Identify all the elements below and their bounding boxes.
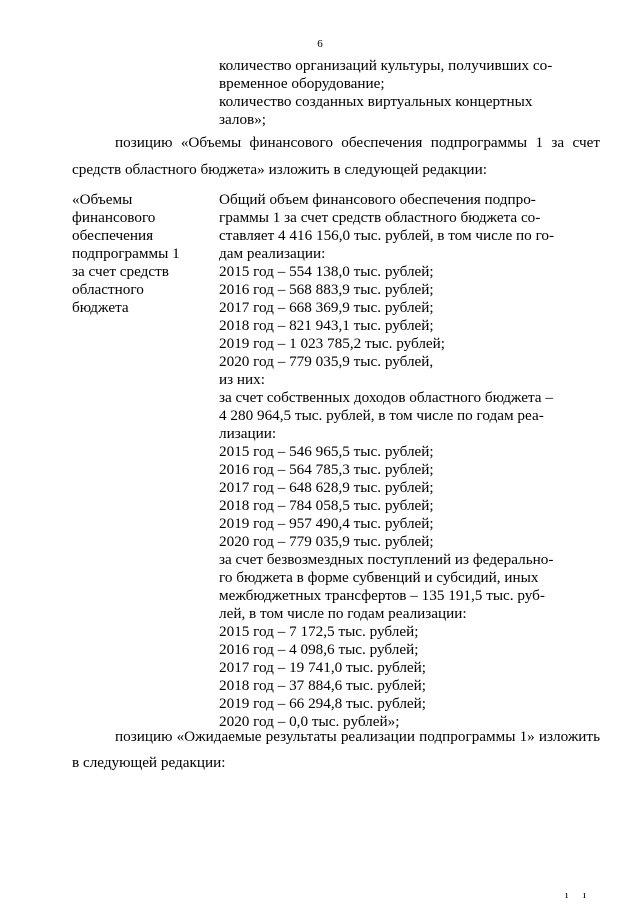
right-column-line: 2020 год – 779 035,9 тыс. рублей; xyxy=(219,533,434,550)
top-text-block xyxy=(219,57,552,129)
right-column-line: 2016 год – 568 883,9 тыс. рублей; xyxy=(219,281,434,298)
right-column-line: за счет собственных доходов областного бюджета – xyxy=(219,389,553,406)
right-column-line: Общий объем финансового обеспечения подпро- xyxy=(219,191,536,208)
paragraph-1-line-1: позицию «Объемы финансового обеспечения подпрограммы 1 за счет xyxy=(115,134,600,151)
right-column-line: 2019 год – 66 294,8 тыс. рублей; xyxy=(219,695,427,712)
right-column-line: 2018 год – 37 884,6 тыс. рублей; xyxy=(219,677,427,694)
right-column-line: 2019 год – 1 023 785,2 тыс. рублей; xyxy=(219,335,446,352)
right-column-line: 2015 год – 546 965,5 тыс. рублей; xyxy=(219,443,434,460)
right-column-line: 2015 год – 554 138,0 тыс. рублей; xyxy=(219,263,434,280)
right-column-line: из них: xyxy=(219,371,265,388)
top-line: временное оборудование; xyxy=(219,75,385,92)
top-line: количество созданных виртуальных концертных xyxy=(219,93,533,110)
table-right-column xyxy=(219,191,554,731)
left-column-line: за счет средств xyxy=(72,263,169,280)
table-left-column xyxy=(72,191,180,317)
right-column-line: го бюджета в форме субвенций и субсидий, иных xyxy=(219,569,539,586)
right-column-line: 2020 год – 779 035,9 тыс. рублей, xyxy=(219,353,434,370)
page-number: 6 xyxy=(317,38,323,50)
right-column-line: 2017 год – 19 741,0 тыс. рублей; xyxy=(219,659,427,676)
paragraph-1-line-2: средств областного бюджета» изложить в следующей редакции: xyxy=(72,161,487,178)
paragraph-2-line-2: в следующей редакции: xyxy=(72,754,226,771)
right-column-line: 2018 год – 784 058,5 тыс. рублей; xyxy=(219,497,434,514)
right-column-line: лизации: xyxy=(219,425,277,442)
left-column-line: обеспечения xyxy=(72,227,154,244)
right-column-line: лей, в том числе по годам реализации: xyxy=(219,605,467,622)
top-line: залов»; xyxy=(219,111,267,128)
right-column-line: 2020 год – 0,0 тыс. рублей»; xyxy=(219,713,400,730)
left-column-line: подпрограммы 1 xyxy=(72,245,180,262)
right-column-line: межбюджетных трансфертов – 135 191,5 тыс. руб- xyxy=(219,587,545,604)
left-column-line: областного xyxy=(72,281,144,298)
paragraph-2-line-1: позицию «Ожидаемые результаты реализации подпрограммы 1» изложить xyxy=(115,728,600,745)
right-column-line: 2018 год – 821 943,1 тыс. рублей; xyxy=(219,317,434,334)
left-column-line: финансового xyxy=(72,209,156,226)
right-column-line: 2019 год – 957 490,4 тыс. рублей; xyxy=(219,515,434,532)
right-column-line: 4 280 964,5 тыс. рублей, в том числе по годам реа- xyxy=(219,407,544,424)
left-column-line: бюджета xyxy=(72,299,129,316)
right-column-line: 2017 год – 648 628,9 тыс. рублей; xyxy=(219,479,434,496)
right-column-line: ставляет 4 416 156,0 тыс. рублей, в том числе по го- xyxy=(219,227,555,244)
right-column-line: за счет безвозмездных поступлений из федерально- xyxy=(219,551,554,568)
right-column-line: 2016 год – 4 098,6 тыс. рублей; xyxy=(219,641,419,658)
footer-marks: ı ı xyxy=(565,889,592,901)
right-column-line: граммы 1 за счет средств областного бюджета со- xyxy=(219,209,541,226)
top-line: количество организаций культуры, получивших со- xyxy=(219,57,553,74)
right-column-line: 2016 год – 564 785,3 тыс. рублей; xyxy=(219,461,434,478)
right-column-line: 2017 год – 668 369,9 тыс. рублей; xyxy=(219,299,434,316)
right-column-line: 2015 год – 7 172,5 тыс. рублей; xyxy=(219,623,419,640)
right-column-line: дам реализации: xyxy=(219,245,326,262)
left-column-line: «Объемы xyxy=(72,191,133,208)
